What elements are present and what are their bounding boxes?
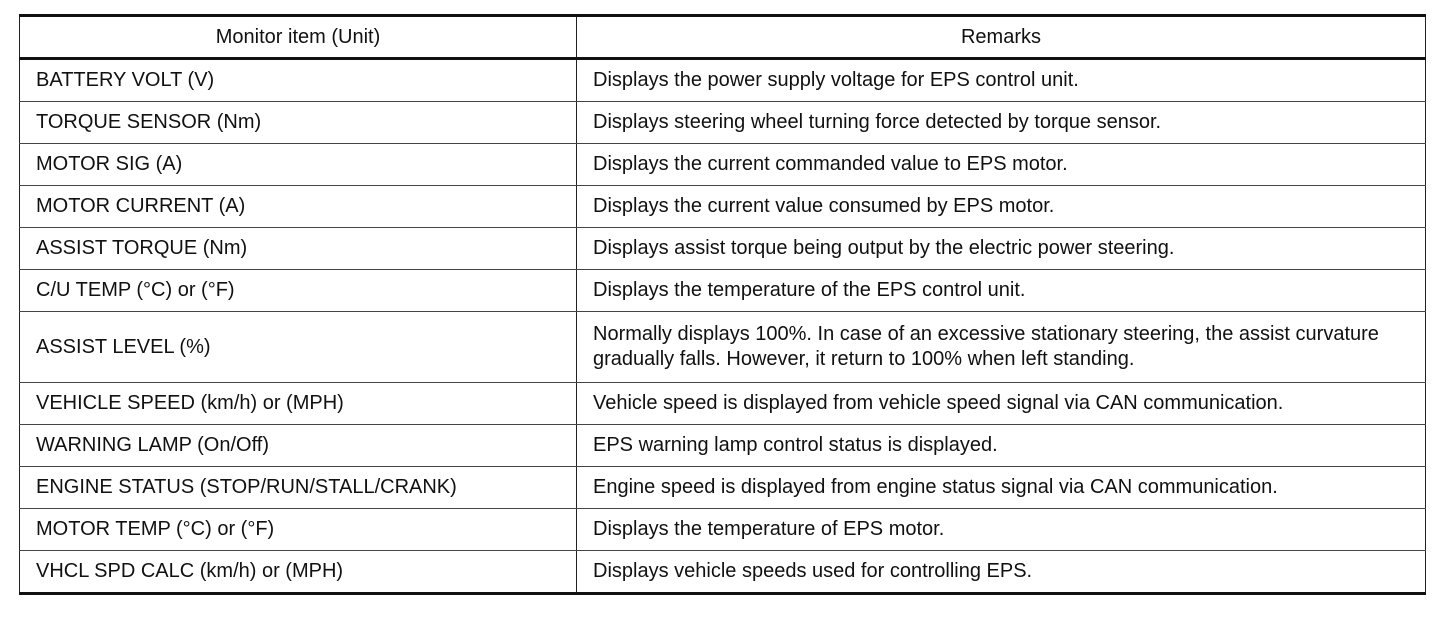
table-row	[20, 551, 1426, 594]
remarks-cell: Displays steering wheel turning force detected by torque sensor.	[577, 102, 1426, 144]
table-row	[20, 270, 1426, 312]
remarks-cell: Displays the temperature of EPS motor.	[577, 509, 1426, 551]
monitor-item-cell: TORQUE SENSOR (Nm)	[20, 102, 577, 144]
table-row	[20, 312, 1426, 383]
remarks-cell: Displays the power supply voltage for EPS control unit.	[577, 59, 1426, 102]
monitor-item-cell: ASSIST TORQUE (Nm)	[20, 228, 577, 270]
table-row	[20, 144, 1426, 186]
monitor-item-cell: ENGINE STATUS (STOP/RUN/STALL/CRANK)	[20, 467, 577, 509]
table-row	[20, 59, 1426, 102]
table-row	[20, 228, 1426, 270]
table-header	[20, 16, 1426, 59]
monitor-item-cell: VHCL SPD CALC (km/h) or (MPH)	[20, 551, 577, 594]
table-row	[20, 467, 1426, 509]
table-row	[20, 425, 1426, 467]
table-row	[20, 102, 1426, 144]
remarks-cell: EPS warning lamp control status is displayed.	[577, 425, 1426, 467]
remarks-cell: Displays the current value consumed by EPS motor.	[577, 186, 1426, 228]
table-body	[20, 59, 1426, 594]
table-row	[20, 186, 1426, 228]
monitor-item-cell: MOTOR TEMP (°C) or (°F)	[20, 509, 577, 551]
table-row	[20, 509, 1426, 551]
table-row	[20, 383, 1426, 425]
remarks-cell: Displays vehicle speeds used for controlling EPS.	[577, 551, 1426, 594]
monitor-item-cell: BATTERY VOLT (V)	[20, 59, 577, 102]
remarks-cell: Displays assist torque being output by the electric power steering.	[577, 228, 1426, 270]
remarks-cell: Displays the current commanded value to EPS motor.	[577, 144, 1426, 186]
remarks-cell: Normally displays 100%. In case of an excessive stationary steering, the assist curvature gradually falls. However, it return to 100% when left standing.	[577, 312, 1426, 383]
monitor-item-cell: MOTOR SIG (A)	[20, 144, 577, 186]
monitor-item-cell: ASSIST LEVEL (%)	[20, 312, 577, 383]
monitor-item-cell: MOTOR CURRENT (A)	[20, 186, 577, 228]
remarks-cell: Vehicle speed is displayed from vehicle speed signal via CAN communication.	[577, 383, 1426, 425]
remarks-cell: Engine speed is displayed from engine status signal via CAN communication.	[577, 467, 1426, 509]
column-header-monitor-item: Monitor item (Unit)	[20, 16, 577, 59]
column-header-remarks: Remarks	[577, 16, 1426, 59]
remarks-cell: Displays the temperature of the EPS control unit.	[577, 270, 1426, 312]
header-row	[20, 16, 1426, 59]
monitor-items-table	[19, 14, 1426, 595]
monitor-item-cell: WARNING LAMP (On/Off)	[20, 425, 577, 467]
monitor-items-table-container	[19, 14, 1425, 595]
monitor-item-cell: C/U TEMP (°C) or (°F)	[20, 270, 577, 312]
monitor-item-cell: VEHICLE SPEED (km/h) or (MPH)	[20, 383, 577, 425]
